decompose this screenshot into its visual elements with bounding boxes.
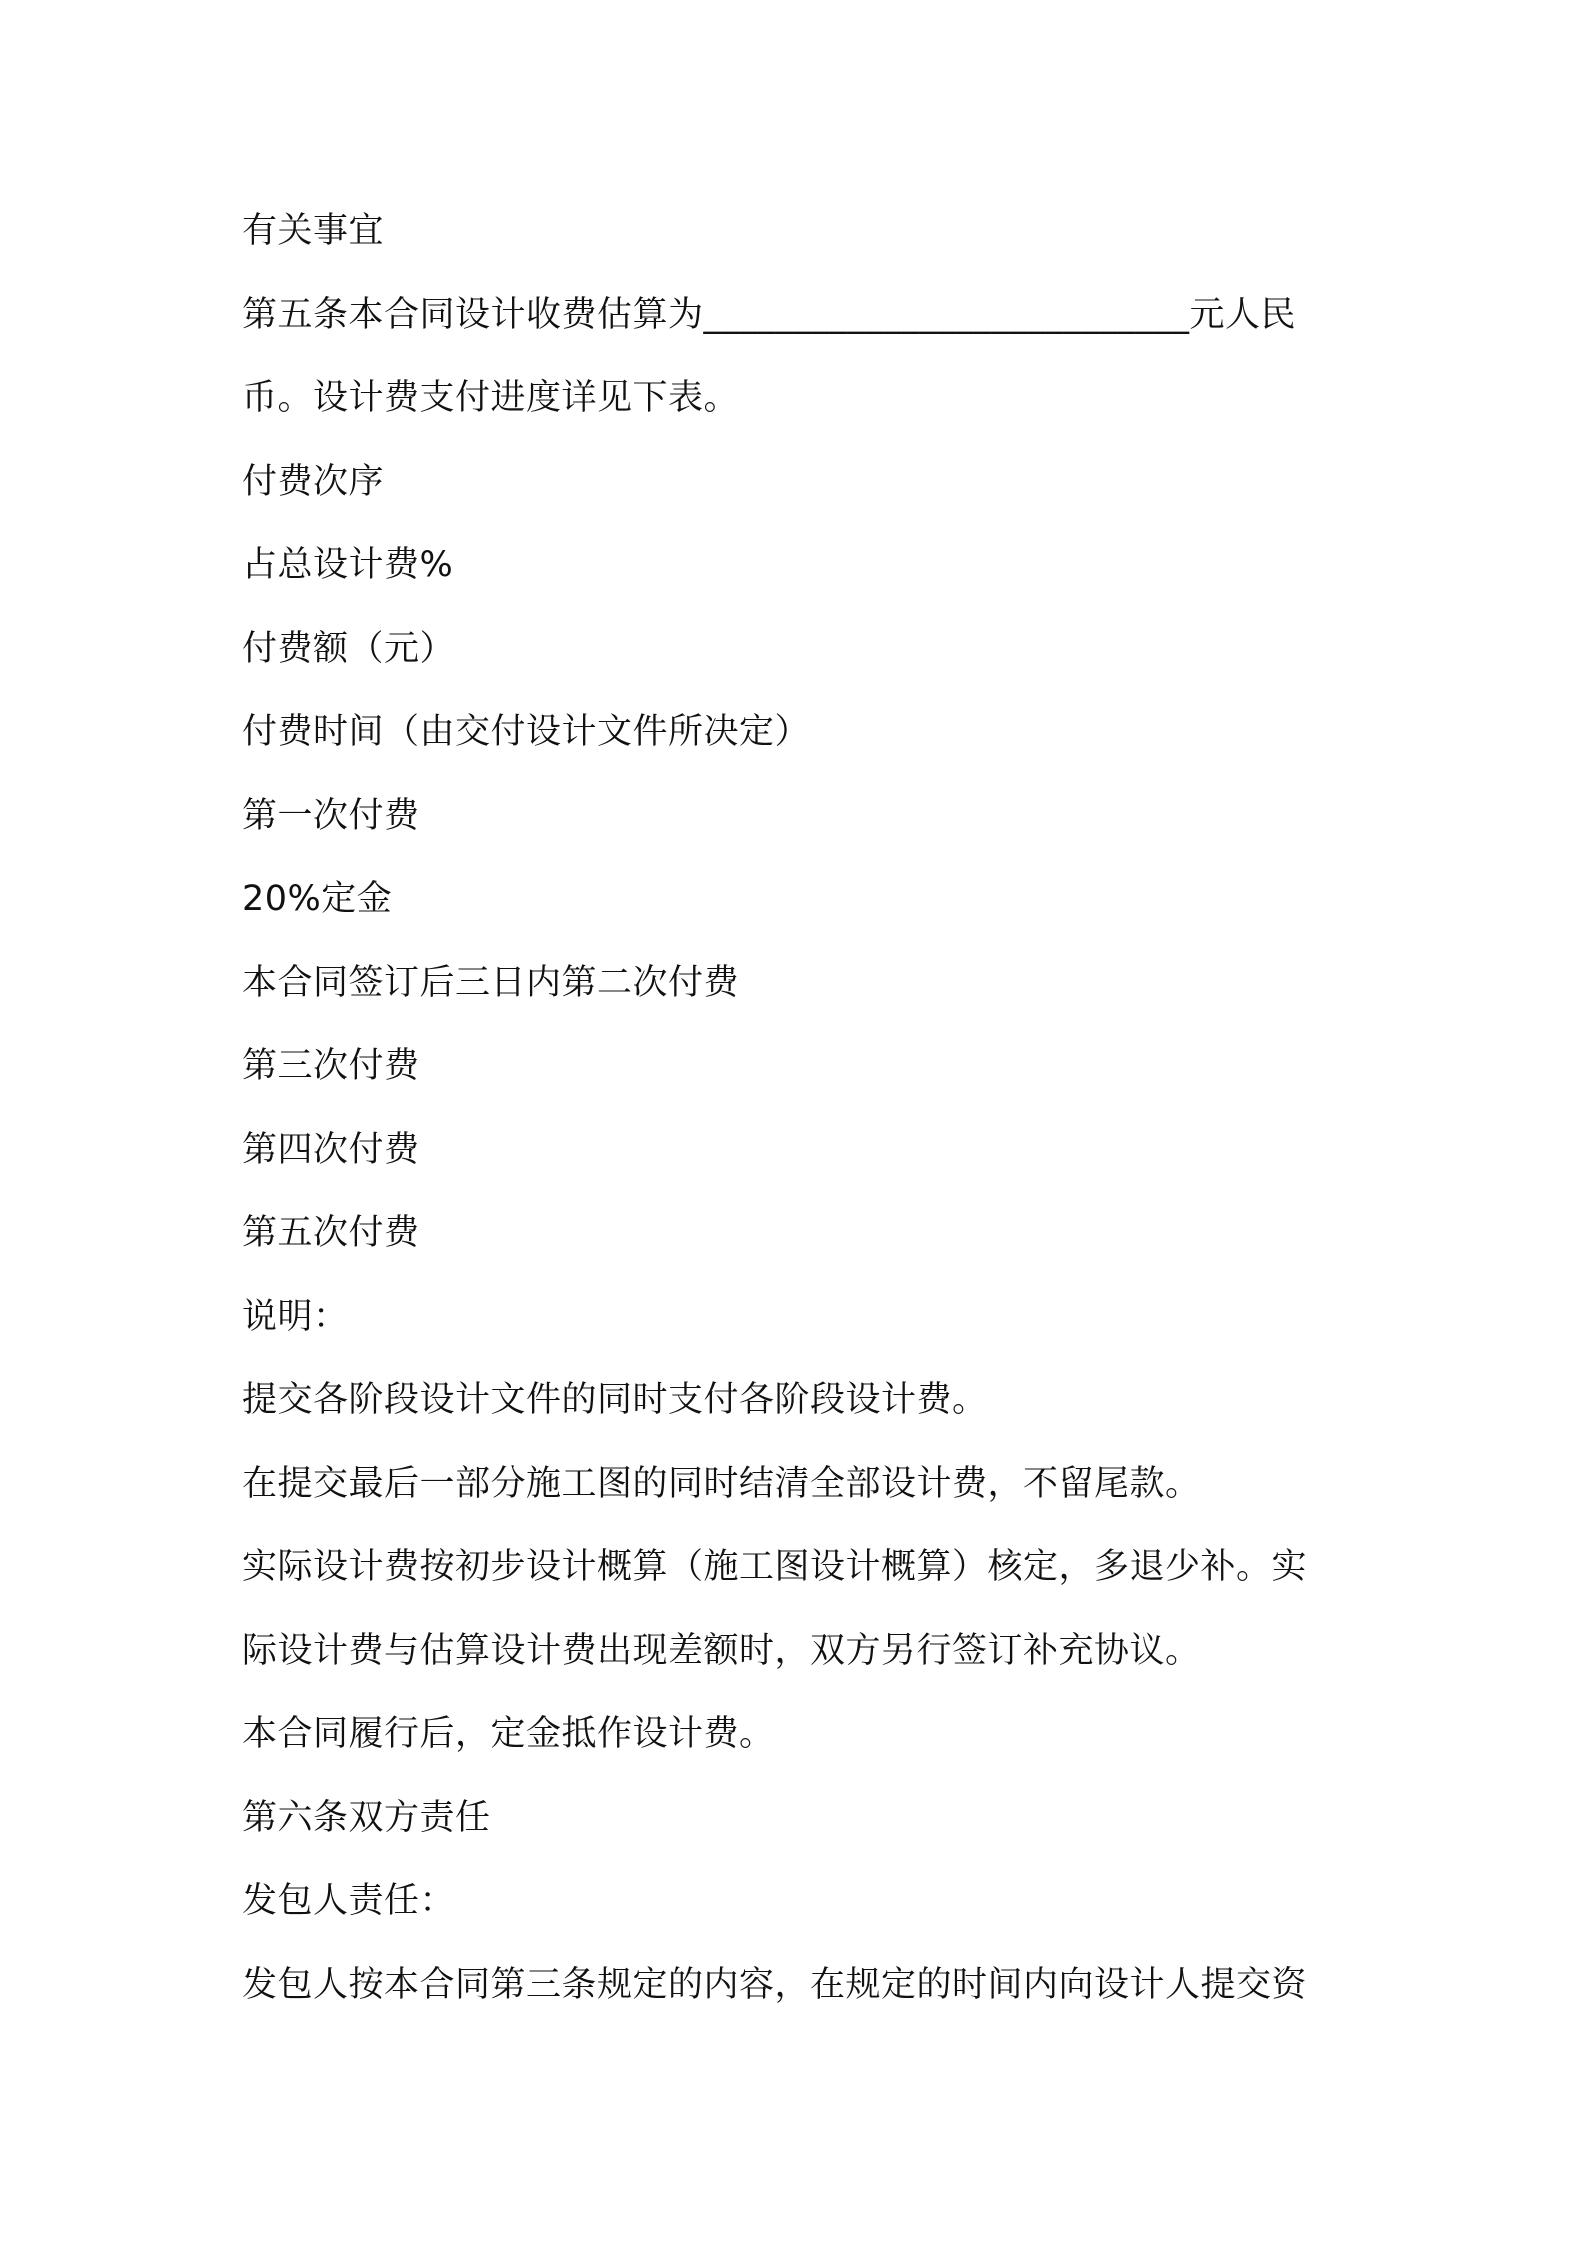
text-line-16: 在提交最后一部分施工图的同时结清全部设计费，不留尾款。 bbox=[242, 1463, 1201, 1504]
text-line-7: 付费时间（由交付设计文件所决定） bbox=[242, 712, 811, 752]
text-line-15: 提交各阶段设计文件的同时支付各阶段设计费。 bbox=[242, 1380, 988, 1420]
text-line-2: 第五条本合同设计收费估算为___________________________元人民 bbox=[242, 294, 1297, 335]
text-line-4: 付费次序 bbox=[242, 461, 385, 502]
text-line-12: 第四次付费 bbox=[242, 1129, 420, 1170]
text-line-13: 第五次付费 bbox=[242, 1213, 420, 1253]
document-body bbox=[242, 190, 1362, 2027]
text-line-5: 占总设计费% bbox=[242, 545, 454, 585]
text-line-11: 第三次付费 bbox=[242, 1046, 420, 1086]
text-line-22: 发包人按本合同第三条规定的内容，在规定的时间内向设计人提交资 bbox=[242, 1964, 1308, 2005]
text-line-17: 实际设计费按初步设计概算（施工图设计概算）核定，多退少补。实 bbox=[242, 1547, 1308, 1587]
text-line-9: 20%定金 bbox=[242, 879, 393, 919]
text-line-14: 说明： bbox=[242, 1296, 349, 1337]
text-line-21: 发包人责任： bbox=[242, 1881, 456, 1921]
text-line-18: 际设计费与估算设计费出现差额时，双方另行签订补充协议。 bbox=[242, 1630, 1201, 1671]
text-line-20: 第六条双方责任 bbox=[242, 1797, 491, 1838]
text-line-8: 第一次付费 bbox=[242, 795, 420, 836]
text-line-6: 付费额（元） bbox=[242, 628, 456, 669]
text-line-3: 币。设计费支付进度详见下表。 bbox=[242, 378, 740, 418]
text-line-1: 有关事宜 bbox=[242, 211, 385, 251]
text-line-10: 本合同签订后三日内第二次付费 bbox=[242, 962, 740, 1003]
text-line-19: 本合同履行后，定金抵作设计费。 bbox=[242, 1714, 775, 1754]
